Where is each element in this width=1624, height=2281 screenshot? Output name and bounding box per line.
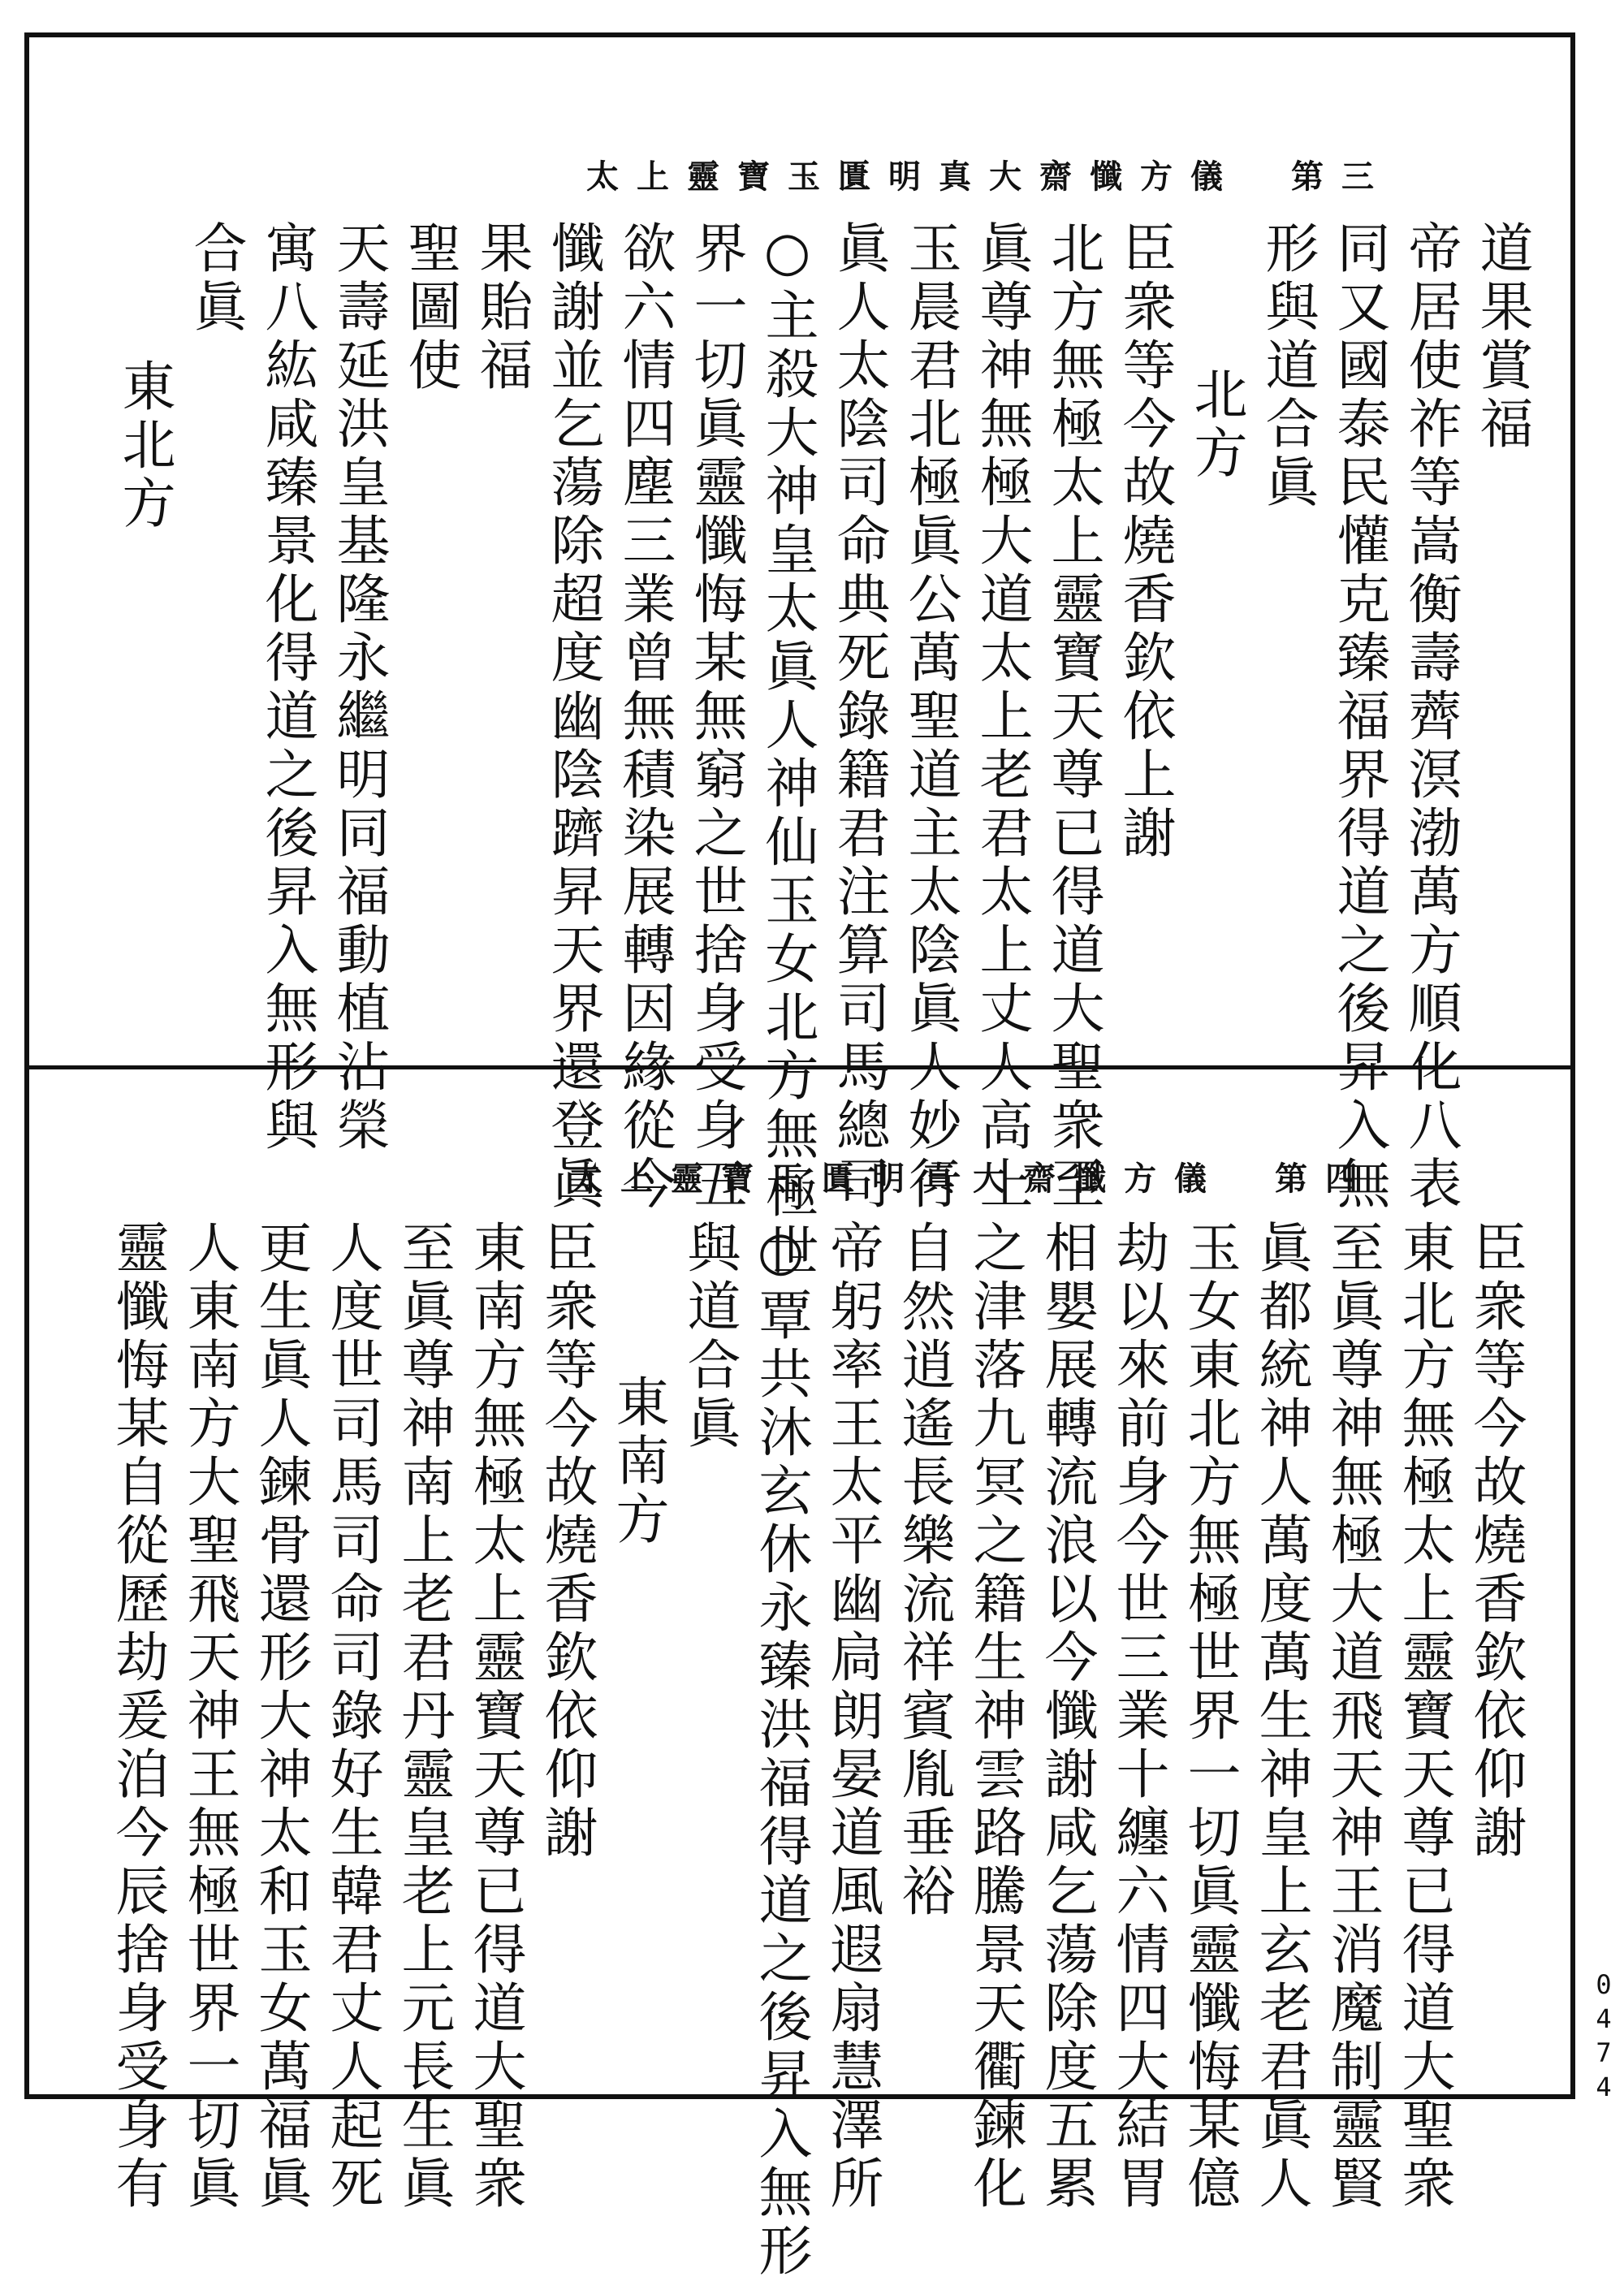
top-text-column: ○主殺大神皇太眞人神仙玉女北方無極世 (756, 220, 818, 1281)
top-text-column: 眞尊神無極大道太上老君太上丈人高上 (970, 220, 1033, 1214)
bottom-text-column: 臣衆等今故燒香欽依仰謝 (1464, 1220, 1527, 1863)
bottom-text-column: 人度世司馬司命司錄好生韓君丈人起死 (321, 1220, 383, 2214)
bottom-text-column: 相嬰展轉流浪以今懺謝咸乞蕩除度五累 (1035, 1220, 1098, 2214)
bottom-text-column: 更生眞人鍊骨還形大神太和玉女萬福眞 (249, 1220, 312, 2214)
bottom-text-column: 東北方無極太上靈寶天尊已得道大聖衆 (1393, 1220, 1455, 2214)
top-text-column: 臣衆等今故燒香欽依上謝 (1113, 220, 1176, 863)
bottom-text-column: 至眞尊神無極大道飛天神王消魔制靈賢 (1321, 1220, 1384, 2214)
bottom-text-column: 靈懺悔某自從歷劫爰洎今辰捨身受身有 (106, 1220, 169, 2214)
top-text-column: 欲六情四塵三業曾無積染展轉因緣從今 (613, 220, 676, 1214)
top-text-column: 形與道合眞 (1256, 220, 1319, 512)
bottom-text-column: 東南方無極太上靈寶天尊已得道大聖衆 (464, 1220, 526, 2214)
bottom-text-column: 之津落九冥之籍生神雲路騰景天衢鍊化 (964, 1220, 1026, 2214)
bottom-text-column: 眞都統神人萬度萬生神皇上玄老君眞人 (1250, 1220, 1312, 2214)
bottom-text-column: 人東南方大聖飛天神王無極世界一切眞 (178, 1220, 240, 2214)
bottom-text-column: 東南方 (607, 1374, 669, 1549)
bottom-text-column: ○覃共沐玄休永臻洪福得道之後昇入無形 (749, 1220, 812, 2281)
running-head-lower: 太上靈寶玉匱明真大齋懺方儀 第四 (570, 1160, 1376, 1198)
bottom-text-column: 與道合眞 (678, 1220, 741, 1454)
bottom-text-column: 劫以來前身今世三業十纏六情四大結胃 (1107, 1220, 1169, 2214)
top-text-column: 北方無極太上靈寶天尊已得道大聖衆至 (1042, 220, 1104, 1214)
bottom-text-column: 帝躬率王太平幽扃朗晏道風遐扇慧澤所 (821, 1220, 883, 2214)
top-text-column: 眞人太陰司命典死錄籍君注算司馬總司 (827, 220, 890, 1214)
top-text-column: 道果賞福 (1471, 220, 1533, 454)
page-number: 0474 (1588, 1969, 1619, 2106)
bottom-text-column: 玉女東北方無極世界一切眞靈懺悔某億 (1178, 1220, 1241, 2214)
top-text-column: 北方 (1185, 366, 1247, 483)
top-text-column: 天壽延洪皇基隆永繼明同福動植沾榮 (327, 220, 390, 1156)
running-head-upper: 太上靈寶玉匱明真大齋懺方儀 第三 (586, 158, 1392, 196)
top-text-column: 東北方 (113, 358, 175, 534)
top-text-column: 同又國泰民懽克臻福界得道之後昇入無 (1328, 220, 1390, 1214)
top-text-column: 聖圖使 (399, 220, 461, 395)
top-text-column: 界一切眞靈懺悔某無窮之世捨身受身五 (685, 220, 747, 1214)
lower-text-columns (29, 1069, 1570, 2281)
lower-page-panel (29, 1069, 1570, 2281)
top-text-column: 玉晨君北極眞公萬聖道主太陰眞人妙行 (899, 220, 961, 1214)
top-text-column: 帝居使祚等嵩衡壽薺溟渤萬方順化八表 (1399, 220, 1462, 1214)
bottom-text-column: 至眞尊神南上老君丹靈皇老上元長生眞 (392, 1220, 455, 2214)
top-text-column: 合眞 (184, 220, 247, 337)
bottom-text-column: 自然逍遙長樂流祥賓胤垂裕 (892, 1220, 955, 1921)
top-text-column: 寓八紘咸臻景化得道之後昇入無形與 (256, 220, 318, 1156)
top-text-column: 果貽福 (470, 220, 533, 395)
top-text-column: 懺謝並乞蕩除超度幽陰躋昇天界還登眞 (542, 220, 604, 1214)
bottom-text-column: 臣衆等今故燒香欽依仰謝 (535, 1220, 598, 1863)
